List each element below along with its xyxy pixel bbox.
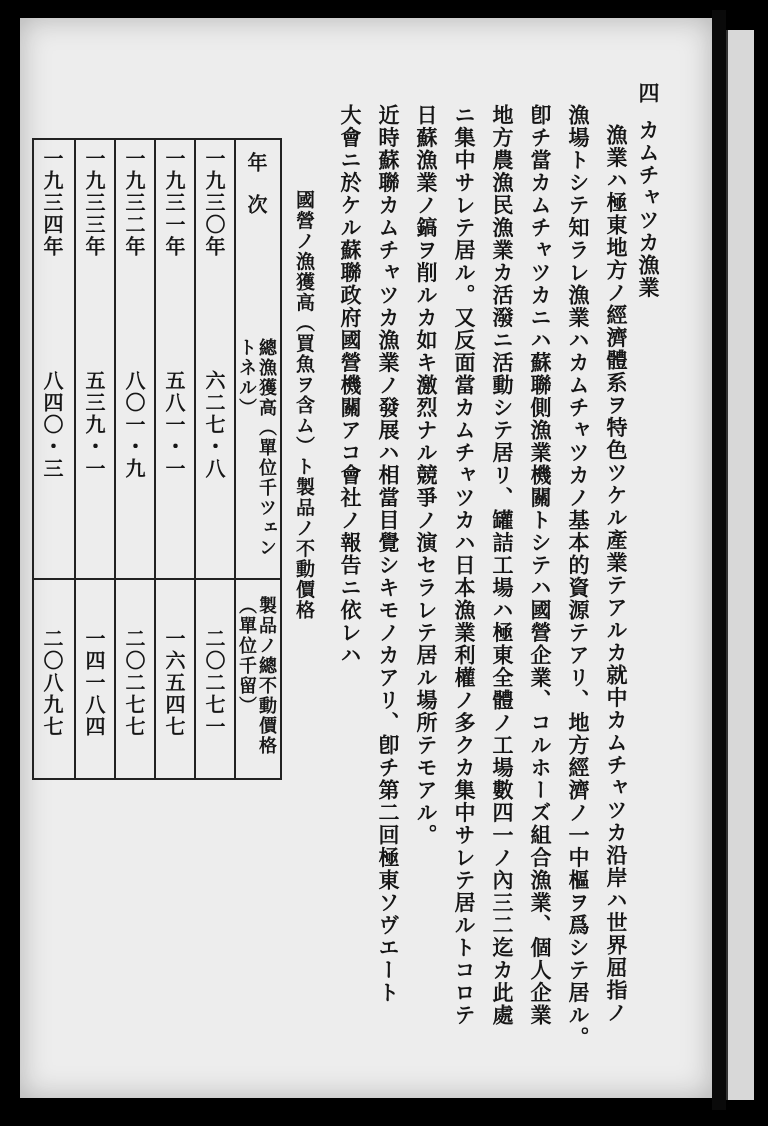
- cell-value: 二〇八九七: [40, 628, 64, 738]
- cell-value: 二〇二七七: [122, 628, 146, 738]
- data-table: [32, 138, 282, 780]
- table-divider: [32, 578, 282, 580]
- col-line: [154, 138, 156, 780]
- cell-year: 一九三三年: [82, 148, 106, 258]
- section-title: [636, 82, 660, 299]
- cell-value: 二〇二七一: [202, 628, 226, 738]
- cell-catch: 五八一・一: [162, 370, 186, 480]
- cell-year: 一九三一年: [162, 148, 186, 258]
- cell-value: 一六五四七: [162, 628, 186, 738]
- section-mark: 四: [636, 82, 661, 105]
- table-caption: 國營ノ漁獲高（買魚ヲ含ム）ト製品ノ不動價格: [293, 190, 315, 621]
- paragraph-line: 日蘇漁業ノ鎬ヲ削ルカ如キ激烈ナル競爭ノ演セラレテ居ル場所テモアル。: [414, 104, 439, 847]
- cell-year: 一九三二年: [122, 148, 146, 258]
- title-text: カムチャツカ漁業: [636, 118, 661, 299]
- paragraph-line: 地方農漁民漁業カ活潑ニ活動シテ居リ、罐詰工場ハ極東全體ノ工場數四一ノ內三二迄カ此處: [490, 104, 515, 1027]
- cell-catch: 八〇一・九: [122, 370, 146, 480]
- col-line: [32, 138, 34, 780]
- paragraph-line: 漁場トシテ知ラレ漁業ハカムチャツカノ基本的資源テアリ、地方經濟ノ一中樞ヲ爲シテ居ル。: [566, 104, 591, 1049]
- header-year: 年次: [244, 152, 268, 236]
- header-catch: 總漁獲高（單位千ツェントネル）: [236, 338, 277, 558]
- cell-catch: 六二七・八: [202, 370, 226, 480]
- table-border-top: [32, 138, 282, 140]
- paragraph-line: 近時蘇聯カムチャツカ漁業ノ發展ハ相當目覺シキモノカアリ、卽チ第二回極東ソヴエート: [376, 104, 401, 1004]
- paragraph-line: 漁業ハ極東地方ノ經濟體系ヲ特色ツケル產業テアルカ就中カムチャツカ沿岸ハ世界屈指ノ: [604, 124, 629, 1024]
- cell-year: 一九三〇年: [202, 148, 226, 258]
- cell-value: 一四一八四: [82, 628, 106, 738]
- cell-catch: 八四〇・三: [40, 370, 64, 480]
- page-edge: [726, 30, 754, 1100]
- col-line: [74, 138, 76, 780]
- paragraph-line: 卽チ當カムチャツカニハ蘇聯側漁業機關トシテハ國營企業、コルホーズ組合漁業、個人企業: [528, 104, 553, 1027]
- paragraph-line: ニ集中サレテ居ル。又反面當カムチャツカハ日本漁業利權ノ多クカ集中サレテ居ルトコロテ: [452, 104, 477, 1027]
- book-binding: [712, 10, 726, 1110]
- header-value: 製品ノ總不動價格（單位千留）: [236, 596, 277, 756]
- col-line: [114, 138, 116, 780]
- cell-catch: 五三九・一: [82, 370, 106, 480]
- paragraph-line: 大會ニ於ケル蘇聯政府國營機關アコ會社ノ報告ニ依レハ: [338, 104, 363, 667]
- col-line: [280, 138, 282, 780]
- table-border-bottom: [32, 778, 282, 780]
- col-line: [194, 138, 196, 780]
- cell-year: 一九三四年: [40, 148, 64, 258]
